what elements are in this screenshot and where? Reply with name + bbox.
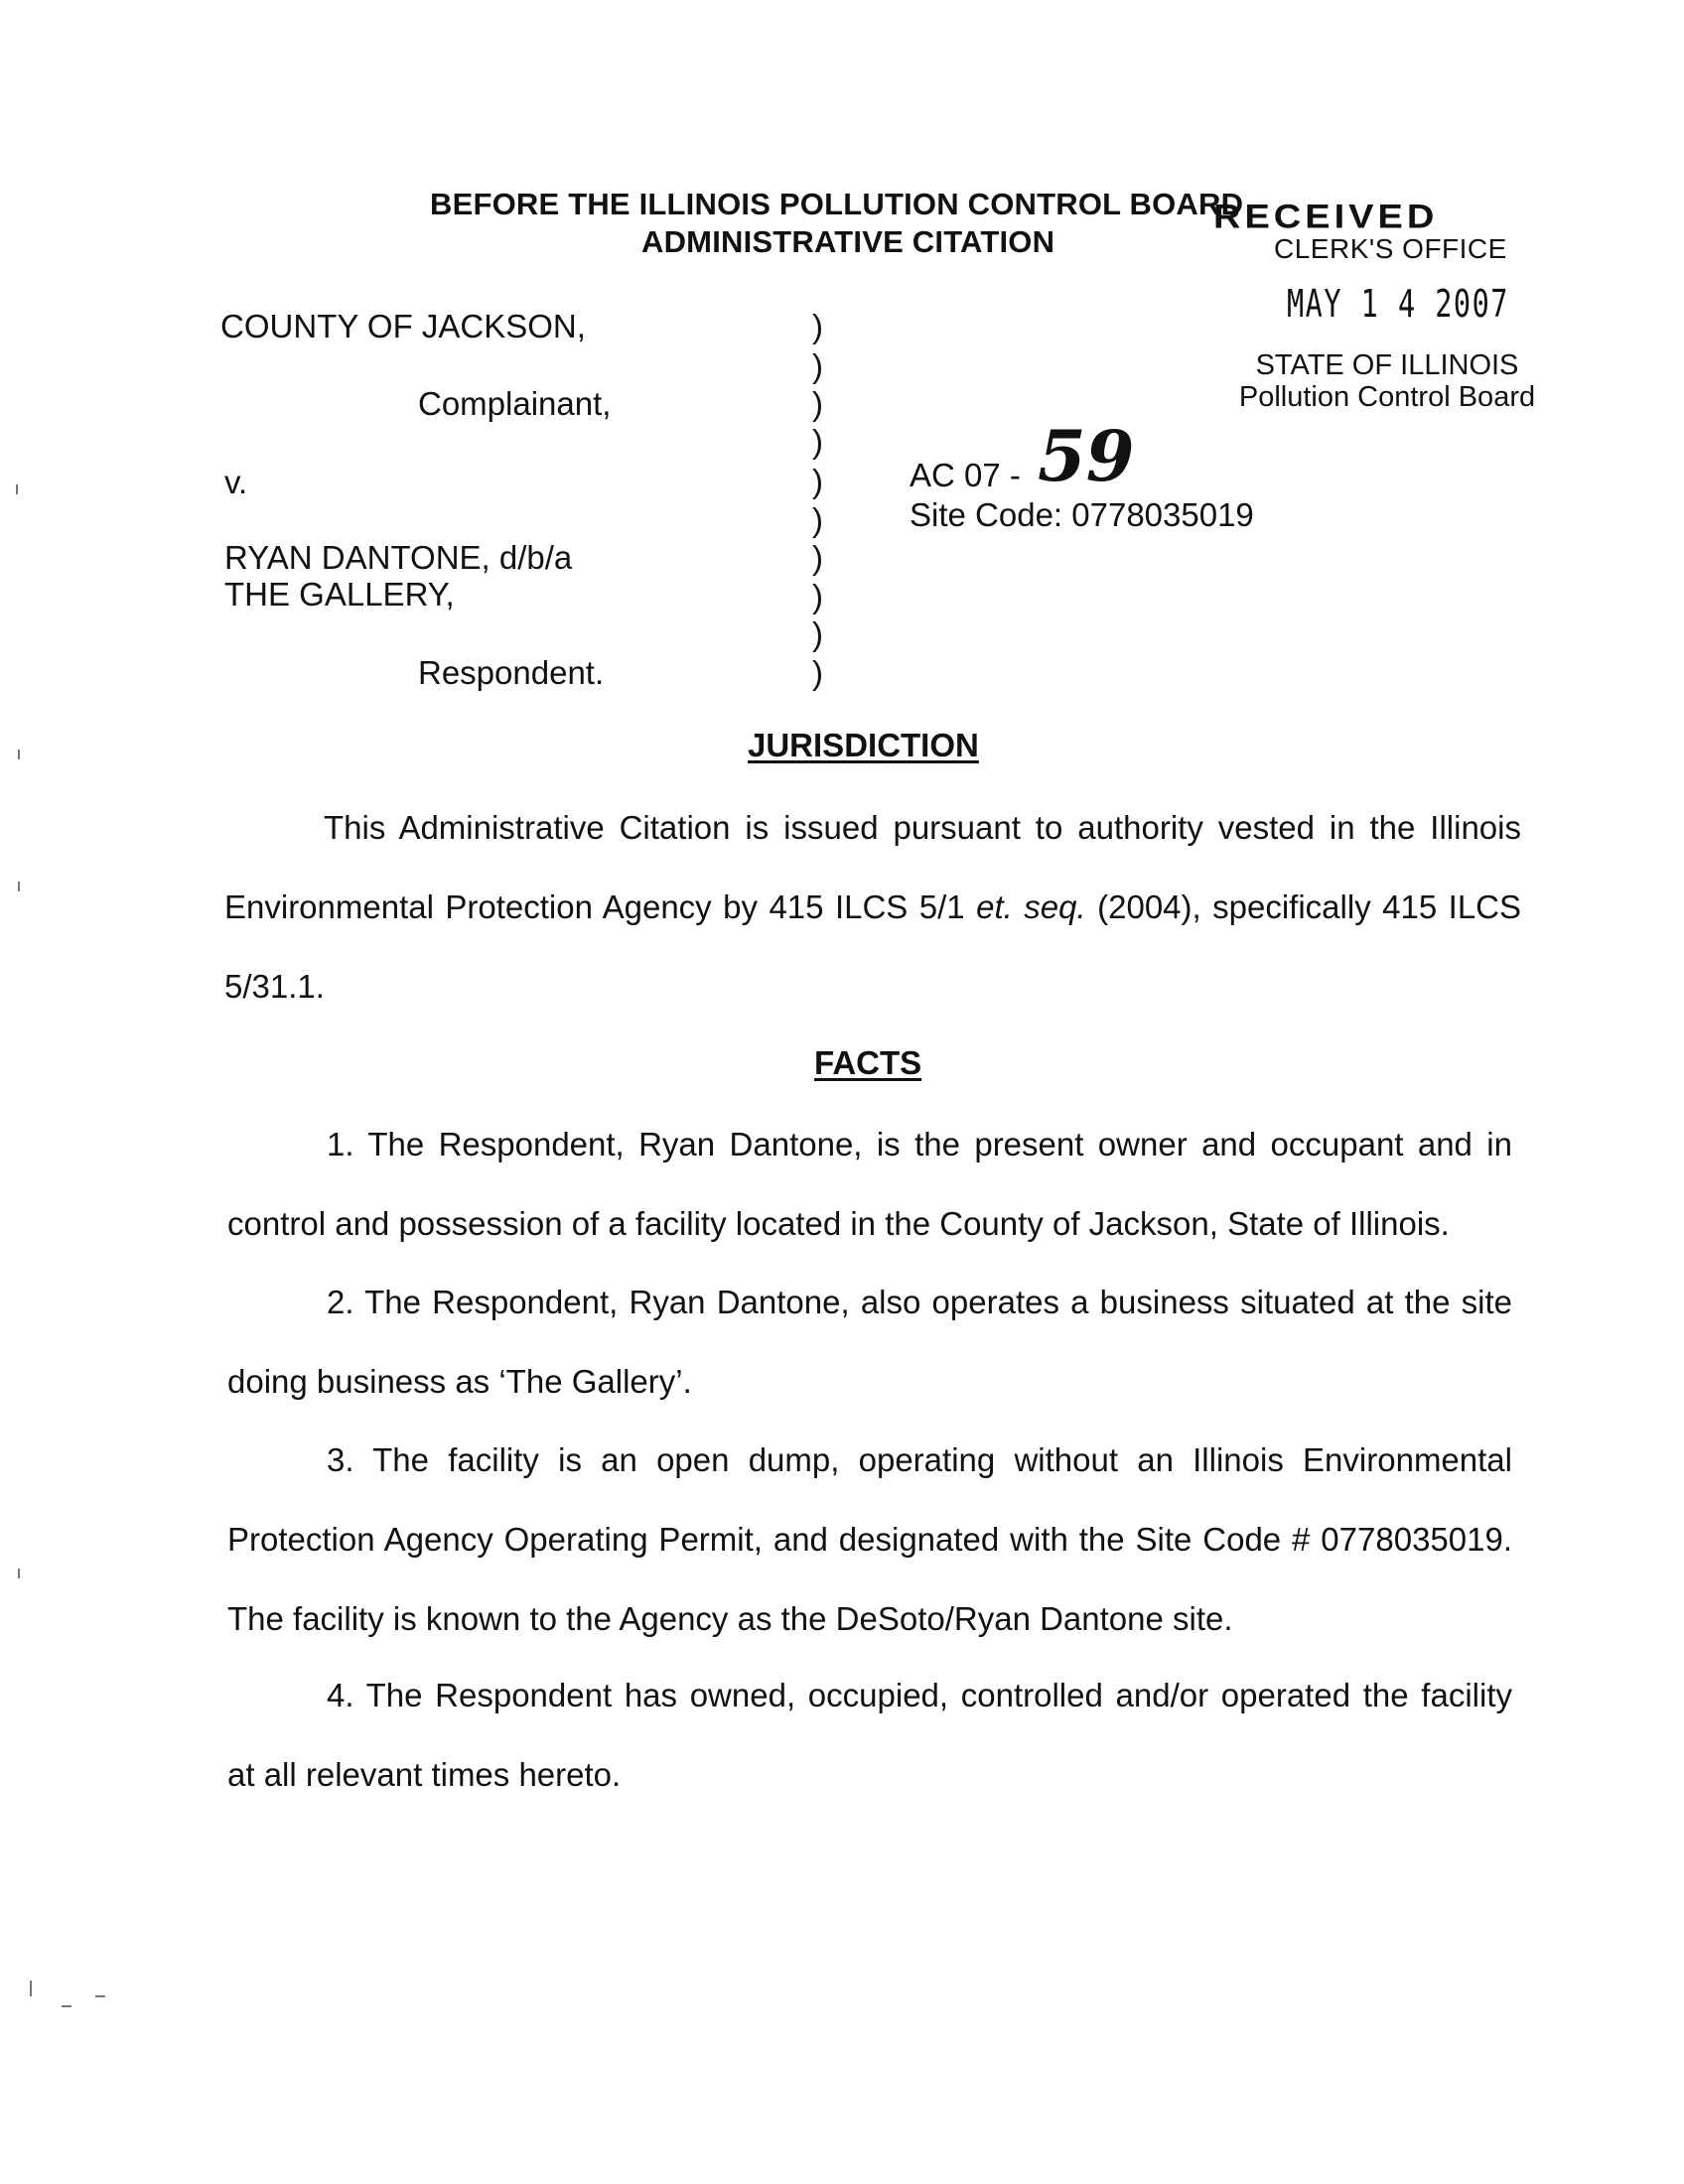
caption-paren: ) [812,423,823,460]
stamp-date: MAY 1 4 2007 [1287,282,1509,326]
fact-item-4: 4. The Respondent has owned, occupied, controlled and/or operated the facility at all relevant times hereto. [227,1677,1512,1793]
fact-item-3: 3. The facility is an open dump, operating without an Illinois Environmental Protection Agency Operating Permit, and designated with the Site Code # 0778035019. The facility is known to the Agency as the DeSoto/Ryan Dantone site. [227,1441,1512,1637]
header-citation-title: ADMINISTRATIVE CITATION [641,224,1055,259]
scan-mark [18,750,20,759]
jurisdiction-heading: JURISDICTION [748,727,979,763]
stamp-state-block [1227,349,1547,413]
case-number-prefix: AC 07 - [910,457,1021,493]
scan-mark [18,882,20,891]
caption-paren: ) [812,385,823,422]
respondent-name-line1: RYAN DANTONE, d/b/a [224,539,573,576]
fact-item-2: 2. The Respondent, Ryan Dantone, also operates a business situated at the site doing business as ‘The Gallery’. [227,1284,1512,1400]
scan-mark [30,1980,32,1996]
caption-paren: ) [812,347,823,384]
scan-mark [18,1569,20,1578]
caption-paren: ) [812,654,823,691]
jurisdiction-text-italic: et. seq. [976,888,1086,925]
complainant-role: Complainant, [418,385,612,422]
caption-paren: ) [812,308,823,344]
complainant-name: COUNTY OF JACKSON, [220,308,586,344]
stamp-received: RECEIVED [1213,199,1439,236]
jurisdiction-paragraph [224,788,1521,1026]
respondent-name-line2: THE GALLERY, [224,576,455,613]
jurisdiction-text-1: This Administrative Citation is issued pursuant to authority vested in the Illinois Environmental Protection Agency by 415 ILCS 5/1 [224,809,1521,925]
versus: v. [224,464,248,500]
respondent-role: Respondent. [418,654,605,691]
caption-paren: ) [812,578,823,614]
caption-paren: ) [812,615,823,652]
fact-item-1: 1. The Respondent, Ryan Dantone, is the present owner and occupant and in control and possession of a facility located in the County of Jackson, State of Illinois. [227,1126,1512,1242]
scan-mark [95,1995,105,1997]
site-code: Site Code: 0778035019 [910,496,1254,533]
facts-heading: FACTS [814,1044,922,1081]
scan-mark [62,2005,71,2007]
jurisdiction-text-2: (2004), specifically 415 ILCS 5/31.1. [224,888,1522,1005]
stamp-state-line2: Pollution Control Board [1238,381,1536,413]
stamp-clerks-office: CLERK'S OFFICE [1274,233,1507,264]
caption-paren: ) [812,539,823,576]
caption-paren: ) [812,463,823,499]
case-number-handwritten: 59 [1038,415,1135,497]
caption-paren: ) [812,501,823,538]
scan-mark [16,484,18,494]
stamp-state-line1: STATE OF ILLINOIS [1255,349,1519,381]
header-board-title: BEFORE THE ILLINOIS POLLUTION CONTROL BOARD [430,187,1244,221]
